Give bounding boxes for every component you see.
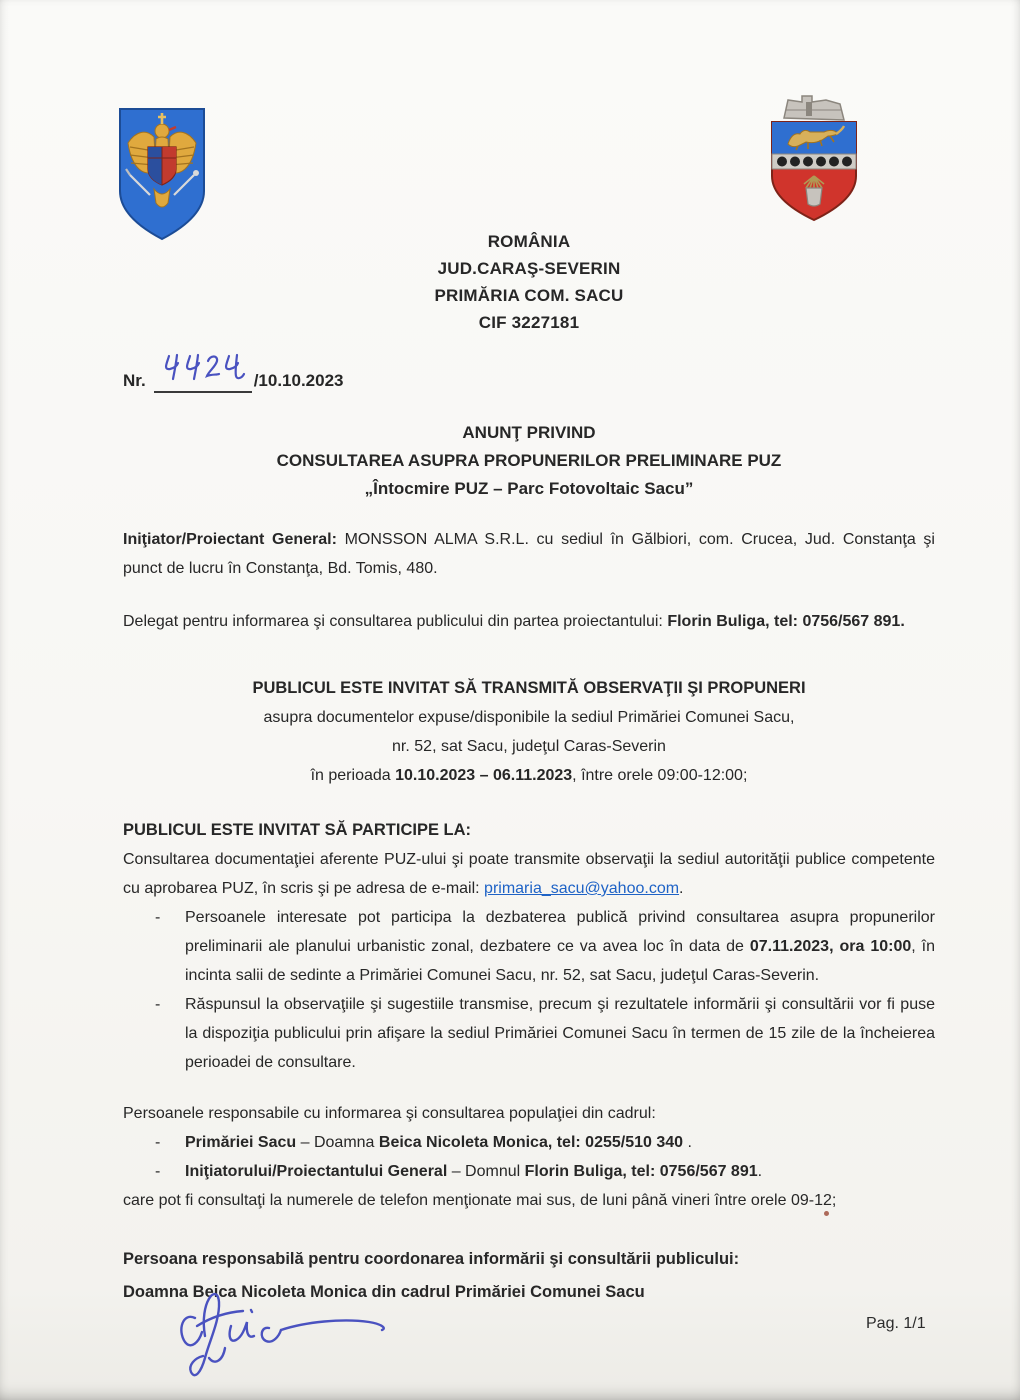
responsible-outro: care pot fi consultaţi la numerele de telefon menţionate mai sus, de luni până vineri între orele 09-12; [123,1192,837,1209]
document-body [123,0,935,1309]
page-number: Pag. 1/1 [866,1315,926,1332]
participate-list [123,903,935,1077]
invitation-period-dates: 10.10.2023 – 06.11.2023 [395,767,573,784]
participate-intro-end: . [679,880,684,897]
invitation-line-1: asupra documentelor expuse/disponibile la sediul Primăriei Comunei Sacu, [263,709,795,726]
responsible-2-mid: – Domnul [447,1163,525,1180]
list-item [123,1157,935,1186]
responsible-list [123,1128,935,1186]
initiator-text: MONSSON ALMA S.R.L. cu sediul în Gălbiori, com. Crucea, Jud. Constanţa şi punct de lucru în Constanţa, Bd. Tomis, 480. [123,531,935,577]
invitation-block [123,674,935,790]
handwritten-signature [165,1268,415,1383]
responsible-1-entity: Primăriei Sacu [185,1134,297,1151]
participate-heading: PUBLICUL ESTE INVITAT SĂ PARTICIPE LA: [123,821,472,839]
invitation-line-2: nr. 52, sat Sacu, judeţul Caras-Severin [392,738,666,755]
registration-date: /10.10.2023 [253,371,344,390]
list-item [123,1128,935,1157]
responsible-2-contact: Florin Buliga, tel: 0756/567 891 [524,1163,758,1180]
list-item [123,903,935,990]
initiator-paragraph [123,525,935,583]
responsible-1-post: . [683,1134,692,1151]
letterhead-institution: PRIMĂRIA COM. SACU [434,286,624,305]
responsible-item-2 [185,1157,935,1186]
list-dash-marker: - [155,996,161,1013]
delegate-paragraph [123,607,935,636]
bullet-1-date: 07.11.2023, ora 10:00 [749,938,912,955]
participate-intro [123,845,935,903]
registration-label: Nr. [123,371,146,390]
announcement-title [123,419,935,503]
list-dash-marker: - [155,909,161,926]
responsible-1-contact: Beica Nicoleta Monica, tel: 0255/510 340 [378,1134,684,1151]
list-dash-marker: - [155,1134,161,1151]
initiator-label: Iniţiator/Proiectant General: [123,531,337,548]
responsible-item-1 [185,1128,935,1157]
delegate-text: Delegat pentru informarea şi consultarea publicului din partea proiectantului: [123,613,668,630]
email-link[interactable]: primaria_sacu@yahoo.com [484,880,680,897]
participate-intro-text: Consultarea documentaţiei aferente PUZ-ului şi poate transmite observaţii la sediul autorităţii publice competente cu aprobarea PUZ, în scris şi pe adresa de e-mail: [123,851,935,897]
title-line-2: CONSULTAREA ASUPRA PROPUNERILOR PRELIMINARE PUZ [276,451,782,470]
responsible-intro: Persoanele responsabile cu informarea şi consultarea populaţiei din cadrul: [123,1105,656,1122]
letterhead-cif: CIF 3227181 [478,313,580,332]
responsible-1-mid: – Doamna [296,1134,379,1151]
responsible-2-entity: Iniţiatorului/Proiectantului General [185,1163,448,1180]
coordinator-line-2: Doamna Beica Nicoleta Monica din cadrul Primăriei Comunei Sacu [123,1283,645,1301]
invitation-line-3 [123,761,935,790]
handwritten-registration-number [154,352,252,393]
bullet-1-text [185,903,935,990]
responsible-2-post: . [757,1163,763,1180]
title-line-3: „Întocmire PUZ – Parc Fotovoltaic Sacu” [364,479,694,498]
letterhead [123,228,935,336]
letterhead-county: JUD.CARAŞ-SEVERIN [437,259,621,278]
bullet-1-post: , în incinta salii de sedinte a Primăriei Comunei Sacu, nr. 52, sat Sacu, judeţul Caras-Severin. [185,938,935,984]
invitation-heading: PUBLICUL ESTE INVITAT SĂ TRANSMITĂ OBSERVAŢII ŞI PROPUNERI [252,679,806,697]
delegate-contact: Florin Buliga, tel: 0756/567 891. [667,613,905,630]
coordinator-line-1: Persoana responsabilă pentru coordonarea informării şi consultării publicului: [123,1250,740,1268]
bullet-1-pre: Persoanele interesate pot participa la dezbaterea publică privind consultarea asupra propunerilor preliminarii ale planului urbanistic zonal, dezbatere ce va avea loc în data de [185,909,935,955]
registration-line [123,355,935,395]
invitation-period-pre: în perioada [310,767,396,784]
invitation-period-post: , între orele 09:00-12:00; [572,767,748,784]
title-line-1: ANUNŢ PRIVIND [462,423,596,442]
list-item [123,990,935,1077]
scan-speck [824,1211,829,1216]
bullet-2-text: Răspunsul la observaţiile şi sugestiile transmise, precum şi rezultatele informării şi consultării vor fi puse la dispoziţia publicului prin afişare la sediul Primăriei Comunei Sacu în termen de 15 zile de la încheierea perioadei de consultare. [185,996,935,1071]
letterhead-country: ROMÂNIA [487,232,571,251]
list-dash-marker: - [155,1163,161,1180]
